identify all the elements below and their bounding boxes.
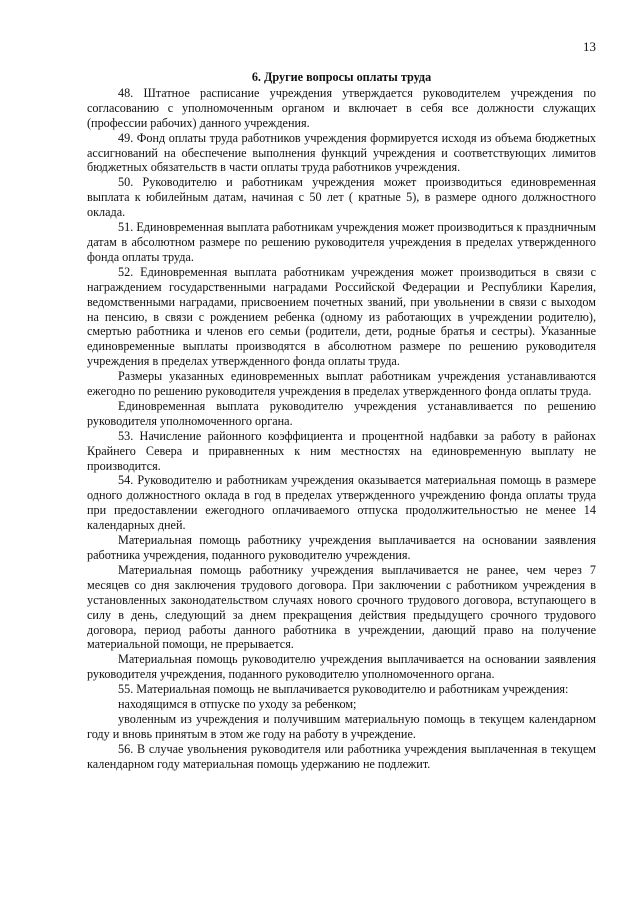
document-body: [87, 70, 596, 772]
section-heading: 6. Другие вопросы оплаты труда: [251, 70, 432, 84]
paragraph-54-application: Материальная помощь работнику учреждения выплачивается на основании заявления работника учреждения, поданного руководителю учреждения.: [87, 533, 596, 562]
paragraph-50: 50. Руководителю и работникам учреждения может производиться единовременная выплата к юбилейным датам, начиная с 50 лет ( кратные 5), в размере одного должностного оклада.: [87, 175, 596, 220]
paragraph-48: 48. Штатное расписание учреждения утверждается руководителем учреждения по согласованию с уполномоченным органом и включает в себя все должности служащих (профессии рабочих) данного учреждения.: [87, 85, 596, 130]
paragraph-52: 52. Единовременная выплата работникам учреждения может производиться в связи с награждением государственными наградами Российской Федерации и Республики Карелия, ведомственными наградами, присвоением почетных званий, при увольнении в связи с выходом на пенсию, в связи с рождением ребенка (одному из работающих в учреждении родителю), смертью работника и членов его семьи (родители, дети, родные братья и сестры). Указанные единовременные выплаты производятся в абсолютном размере по решению руководителя учреждения в пределах утвержденного фонда оплаты труда.: [87, 264, 596, 369]
paragraph-55-item-2: уволенным из учреждения и получившим материальную помощь в текущем календарном году и вновь принятым в этом же году на работу в учреждение.: [87, 711, 596, 741]
paragraph-53: 53. Начисление районного коэффициента и процентной надбавки за работу в районах Крайнего Севера и приравненных к ним местностях на единовременную выплату не производится.: [87, 428, 596, 473]
page-number: 13: [583, 39, 596, 54]
paragraph-52-amounts: Размеры указанных единовременных выплат работникам учреждения устанавливаются ежегодно по решению руководителя учреждения в пределах утвержденного фонда оплаты труда.: [87, 369, 596, 399]
paragraph-49: 49. Фонд оплаты труда работников учреждения формируется исходя из объема бюджетных ассигнований на обеспечение выполнения функций учреждения и соответствующих лимитов бюджетных обязательств в части оплаты труда работников учреждения.: [87, 130, 596, 175]
paragraph-52-head: Единовременная выплата руководителю учреждения устанавливается по решению руководителя уполномоченного органа.: [87, 398, 596, 428]
paragraph-55: 55. Материальная помощь не выплачивается руководителю и работникам учреждения:: [118, 682, 569, 697]
paragraph-51: 51. Единовременная выплата работникам учреждения может производиться к праздничным датам в абсолютном размере по решению руководителя учреждения в пределах утвержденного фонда оплаты труда.: [87, 220, 596, 264]
paragraph-54-head: Материальная помощь руководителю учреждения выплачивается на основании заявления руководителя учреждения, поданного руководителю уполномоченного органа.: [87, 652, 596, 682]
paragraph-54-timing: Материальная помощь работнику учреждения выплачивается не ранее, чем через 7 месяцев со дня заключения трудового договора. При заключении с работником учреждения в установленных законодательством случаях нового срочного трудового договора, вступающего в силу в день, следующий за днем прекращения действия предыдущего срочного трудового договора, период работы данного работника в учреждении, дающий право на получение материальной помощи, не прерывается.: [87, 562, 596, 652]
paragraph-56: 56. В случае увольнения руководителя или работника учреждения выплаченная в текущем календарном году материальная помощь удержанию не подлежит.: [87, 741, 596, 771]
paragraph-55-item-1: находящимся в отпуске по уходу за ребенком;: [118, 697, 357, 712]
paragraph-54: 54. Руководителю и работникам учреждения оказывается материальная помощь в размере одного должностного оклада в год в пределах утвержденного учреждению фонда оплаты труда при предоставлении ежегодного оплачиваемого отпуска продолжительностью не менее 14 календарных дней.: [87, 473, 596, 533]
